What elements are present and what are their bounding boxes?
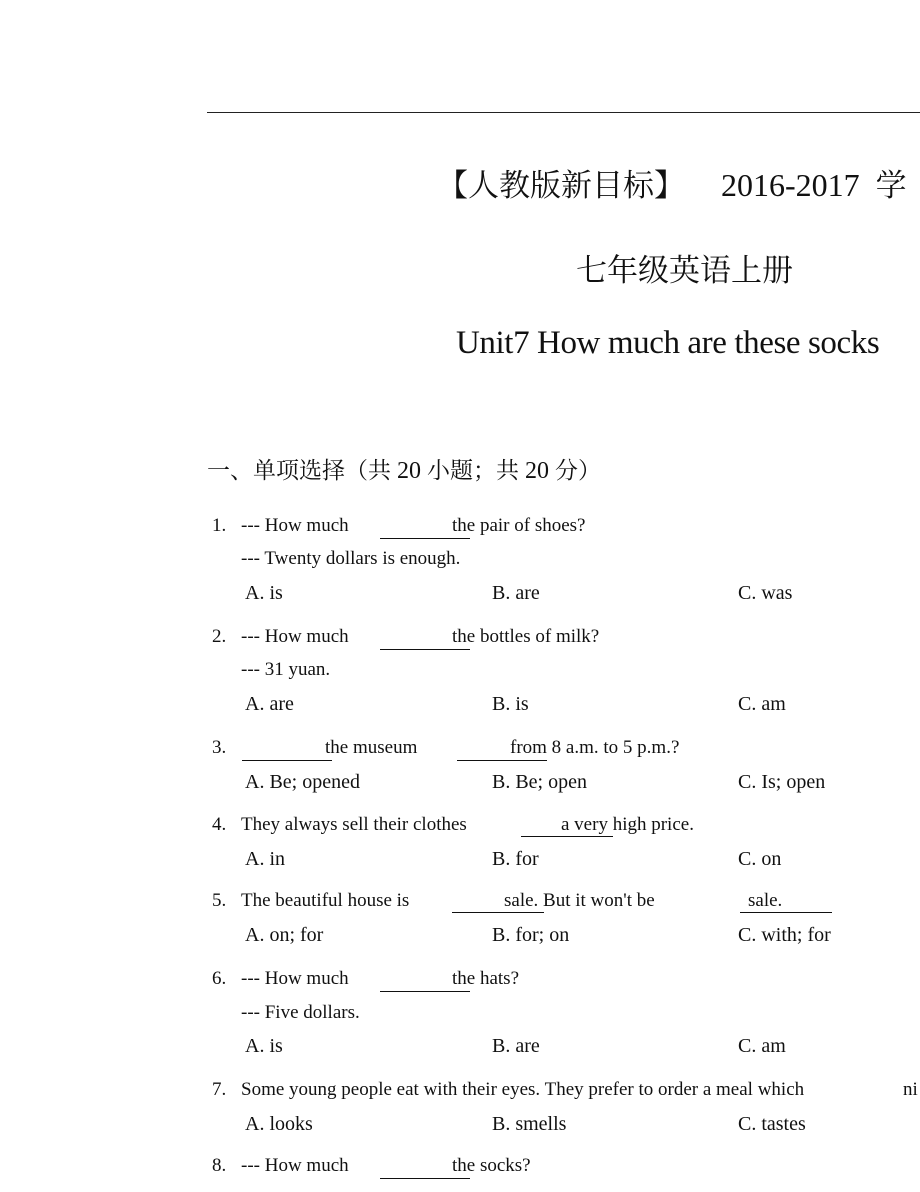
option-a: A. on; for <box>245 924 324 946</box>
section-heading: 一、单项选择（共 20 小题；共 20 分） <box>207 458 601 484</box>
option-b: B. are <box>492 1035 540 1057</box>
doc-title-unit: Unit7 How much are these socks <box>456 325 880 361</box>
option-c: C. tastes <box>738 1113 806 1135</box>
option-a: A. looks <box>245 1113 313 1135</box>
doc-title-line2: 七年级英语上册 <box>576 253 793 289</box>
option-b: B. for <box>492 848 539 870</box>
question-number: 4. <box>212 814 227 835</box>
option-c: C. am <box>738 1035 786 1057</box>
question-stem: the museum <box>325 737 418 758</box>
question-answer-line: --- Five dollars. <box>241 1002 360 1023</box>
question-stem-rest: from 8 a.m. to 5 p.m.? <box>510 737 680 758</box>
answer-blank[interactable] <box>457 760 547 761</box>
title-year: 2016-2017 <box>721 167 860 203</box>
question-number: 3. <box>212 737 227 758</box>
option-b: B. is <box>492 693 529 715</box>
answer-blank[interactable] <box>380 991 470 992</box>
option-a: A. Be; opened <box>245 771 360 793</box>
question-number: 8. <box>212 1155 227 1176</box>
question-stem: Some young people eat with their eyes. They prefer to order a meal which <box>241 1079 805 1100</box>
question-stem: --- How much <box>241 626 349 647</box>
answer-blank[interactable] <box>380 538 470 539</box>
question-stem-rest: the pair of shoes? <box>452 515 586 536</box>
answer-blank[interactable] <box>452 912 544 913</box>
question-number: 6. <box>212 968 227 989</box>
answer-blank[interactable] <box>242 760 332 761</box>
title-truncated: 学 <box>875 168 907 204</box>
question-stem-rest: a very high price. <box>561 814 694 835</box>
question-stem-rest: the hats? <box>452 968 520 989</box>
question-answer-line: --- Twenty dollars is enough. <box>241 548 461 569</box>
question-number: 7. <box>212 1079 227 1100</box>
option-c: C. Is; open <box>738 771 826 793</box>
question-stem-end: sale. <box>748 890 783 911</box>
title-publisher: 【人教版新目标】 <box>437 168 685 204</box>
option-b: B. Be; open <box>492 771 587 793</box>
option-c: C. with; for <box>738 924 831 946</box>
question-number: 2. <box>212 626 227 647</box>
question-stem-rest: the bottles of milk? <box>452 626 600 647</box>
option-c: C. am <box>738 693 786 715</box>
question-stem-rest: the socks? <box>452 1155 531 1176</box>
question-stem-truncated: ni <box>903 1079 918 1100</box>
question-answer-line: --- 31 yuan. <box>241 659 331 680</box>
option-b: B. for; on <box>492 924 570 946</box>
option-b: B. smells <box>492 1113 567 1135</box>
question-number: 1. <box>212 515 227 536</box>
doc-title-line1 <box>437 160 907 205</box>
answer-blank[interactable] <box>380 649 470 650</box>
question-stem: --- How much <box>241 515 349 536</box>
option-a: A. in <box>245 848 285 870</box>
option-c: C. on <box>738 848 782 870</box>
answer-blank[interactable] <box>380 1178 470 1179</box>
question-stem: --- How much <box>241 1155 349 1176</box>
question-stem: --- How much <box>241 968 349 989</box>
header-rule <box>207 112 920 113</box>
question-number: 5. <box>212 890 227 911</box>
option-a: A. are <box>245 693 294 715</box>
option-c: C. was <box>738 582 793 604</box>
answer-blank[interactable] <box>521 836 613 837</box>
option-a: A. is <box>245 582 283 604</box>
option-b: B. are <box>492 582 540 604</box>
question-stem: The beautiful house is <box>241 890 410 911</box>
option-a: A. is <box>245 1035 283 1057</box>
answer-blank[interactable] <box>740 912 832 913</box>
question-stem: They always sell their clothes <box>241 814 467 835</box>
question-stem-rest: sale. But it won't be <box>504 890 655 911</box>
